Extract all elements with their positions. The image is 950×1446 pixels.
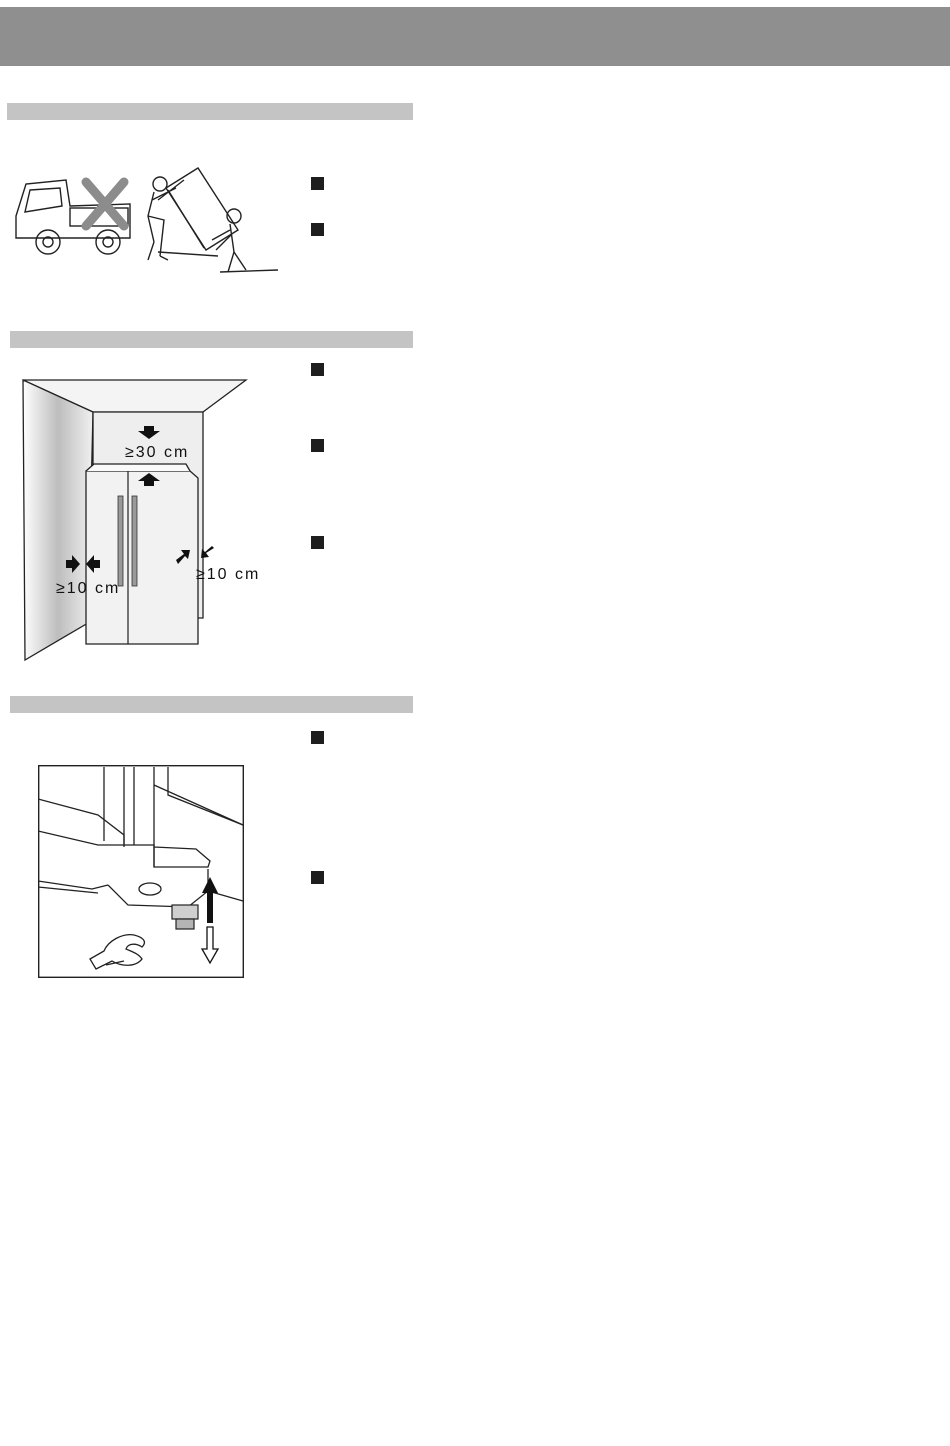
clearance-left-label: ≥10 cm	[56, 580, 121, 597]
bullet-square-icon	[311, 363, 324, 376]
transport-illustration	[8, 160, 283, 285]
section-bar-transport	[7, 103, 413, 120]
bullet-square-icon	[311, 439, 324, 452]
bullet-square-icon	[311, 871, 324, 884]
bullet-square-icon	[311, 536, 324, 549]
clearance-right-label: ≥10 cm	[196, 566, 261, 583]
clearance-top-label: ≥30 cm	[125, 444, 190, 461]
section-bar-leveling	[10, 696, 413, 713]
bullet-square-icon	[311, 223, 324, 236]
section-bar-clearance	[10, 331, 413, 348]
clearance-illustration	[18, 378, 270, 663]
bullet-square-icon	[311, 731, 324, 744]
leveling-illustration	[38, 765, 244, 978]
header-band	[0, 7, 950, 66]
bullet-square-icon	[311, 177, 324, 190]
